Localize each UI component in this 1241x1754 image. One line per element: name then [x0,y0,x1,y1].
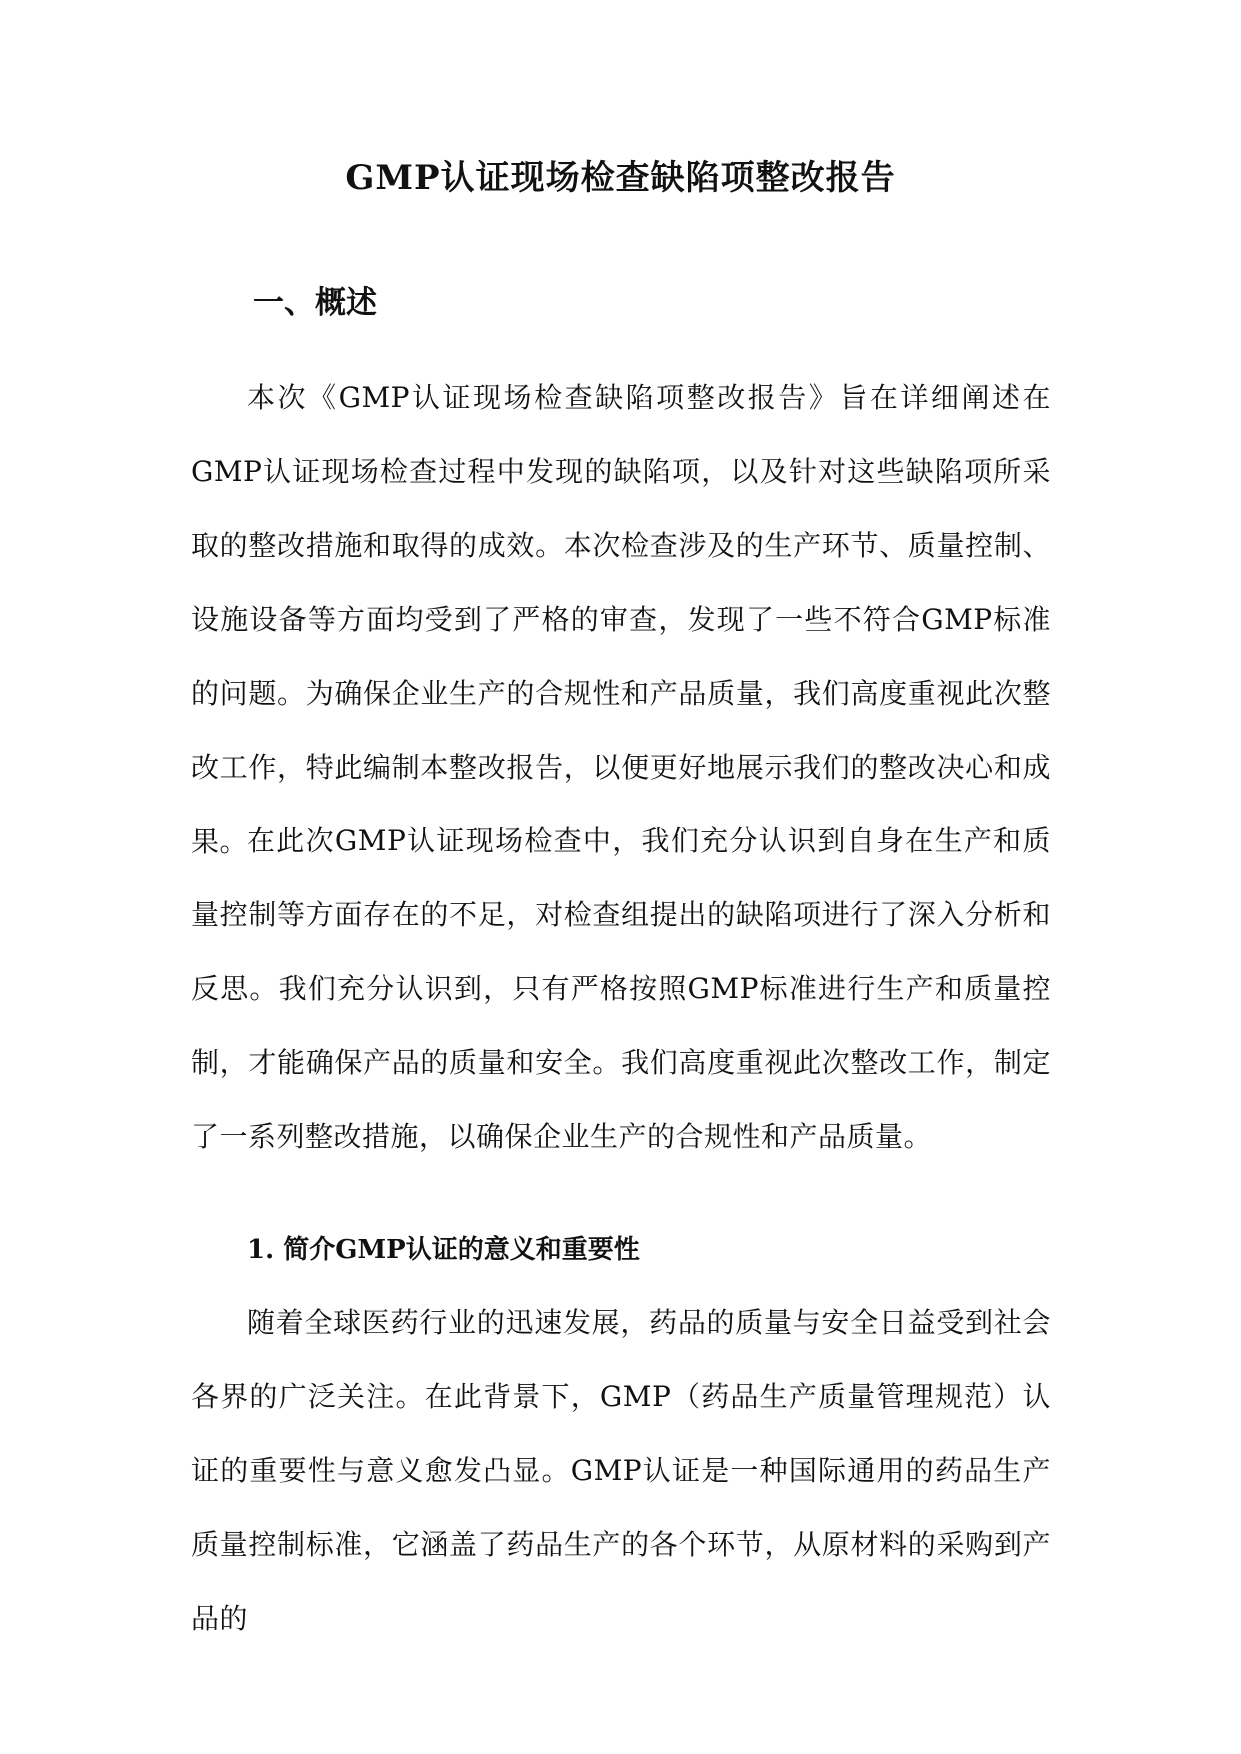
section-heading-overview: 一、概述 [253,285,377,321]
gmp-significance-paragraph: 随着全球医药行业的迅速发展，药品的质量与安全日益受到社会各界的广泛关注。在此背景下，GMP（药品生产质量管理规范）认证的重要性与意义愈发凸显。GMP认证是一种国际通用的药品生产质量控制标准，它涵盖了药品生产的各个环节，从原材料的采购到产品的 [191,1306,1051,1635]
subsection-heading-gmp-significance: 1. 简介GMP认证的意义和重要性 [247,1235,640,1265]
document-title: GMP认证现场检查缺陷项整改报告 [345,158,896,198]
overview-paragraph-2: 在此次GMP认证现场检查中，我们充分认识到自身在生产和质量控制等方面存在的不足，对检查组提出的缺陷项进行了深入分析和反思。我们充分认识到，只有严格按照GMP标准进行生产和质量控制，才能确保产品的质量和安全。我们高度重视此次整改工作，制定了一系列整改措施，以确保企业生产的合规性和产品质量。 [191,824,1051,1153]
overview-paragraph-1: 本次《GMP认证现场检查缺陷项整改报告》旨在详细阐述在GMP认证现场检查过程中发现的缺陷项，以及针对这些缺陷项所采取的整改措施和取得的成效。本次检查涉及的生产环节、质量控制、设施设备等方面均受到了严格的审查，发现了一些不符合GMP标准的问题。为确保企业生产的合规性和产品质量，我们高度重视此次整改工作，特此编制本整改报告，以便更好地展示我们的整改决心和成果。 [191,381,1051,858]
